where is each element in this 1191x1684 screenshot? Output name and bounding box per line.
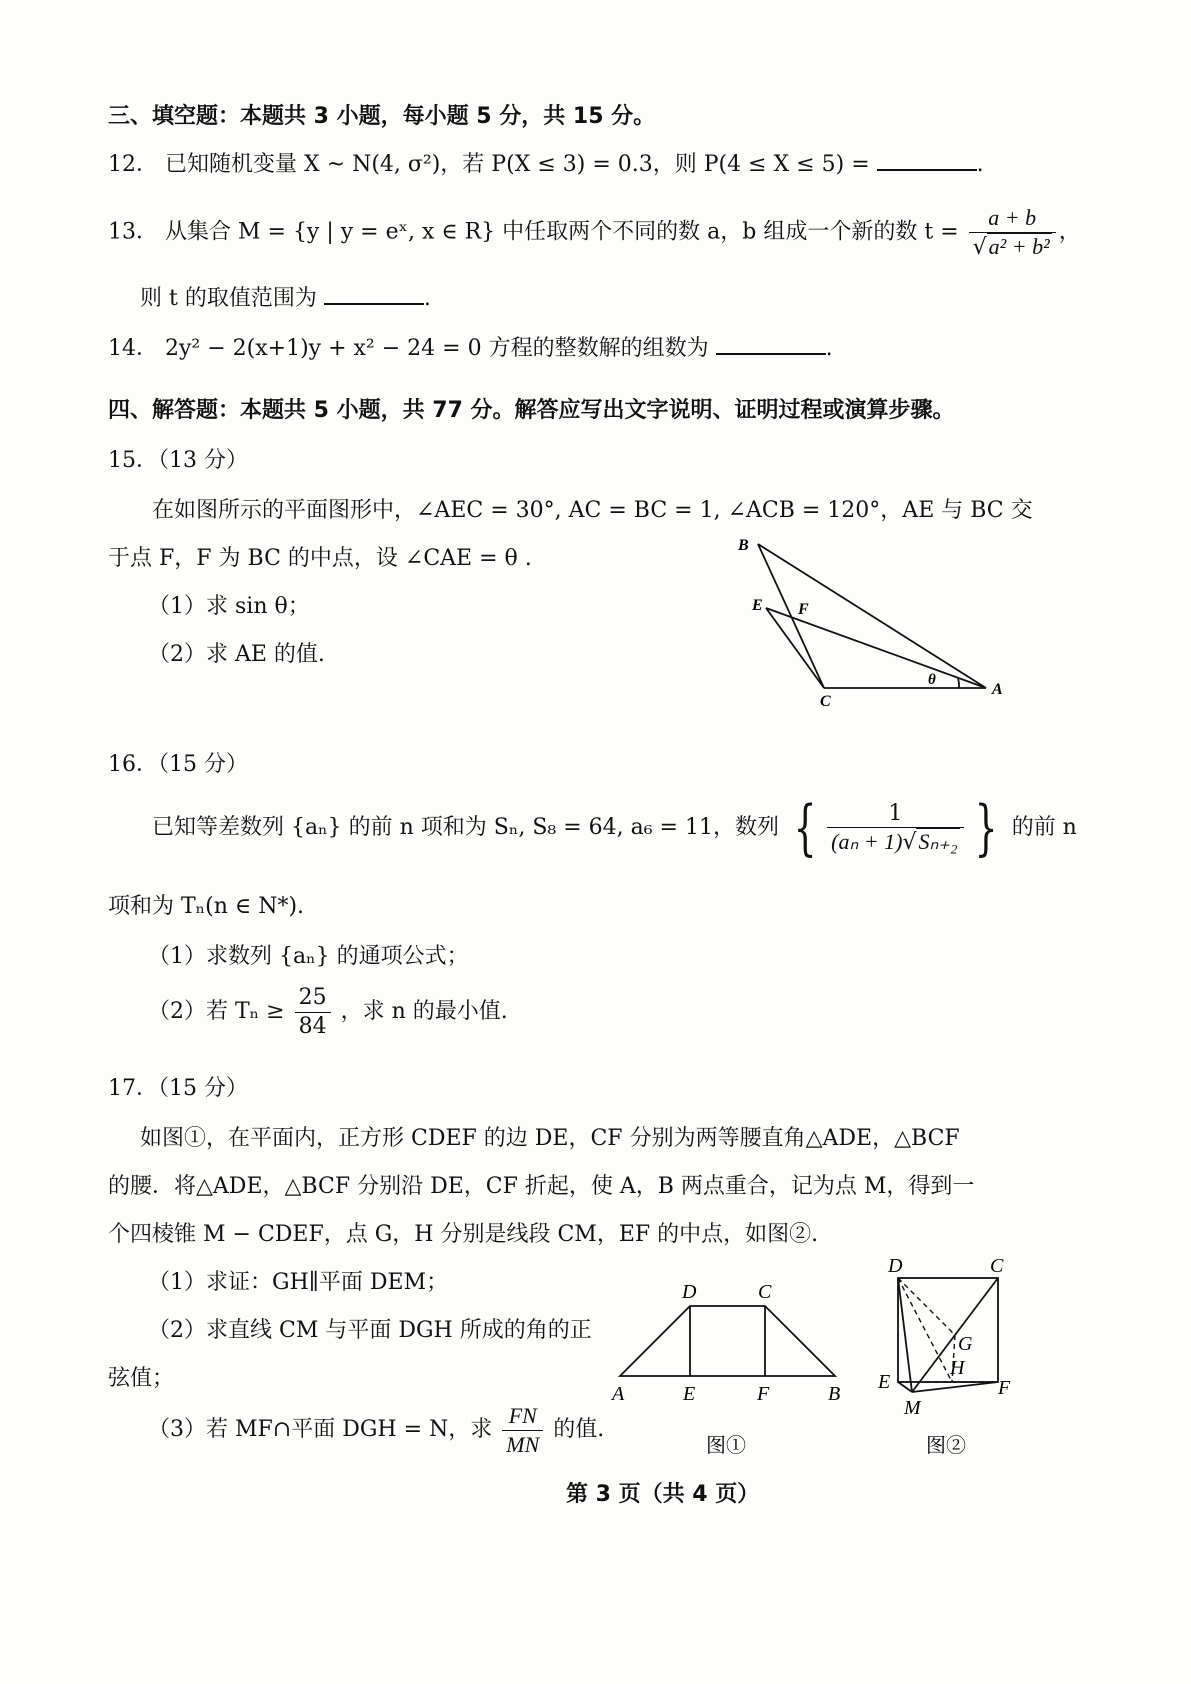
- q15-figure: [730, 530, 1020, 710]
- q14-number: 14．: [108, 336, 158, 361]
- label-F: F: [798, 601, 809, 618]
- q14-answer-blank: [716, 352, 826, 355]
- fig2-label-C: C: [990, 1255, 1004, 1277]
- fig1-label-A: A: [612, 1383, 625, 1405]
- line-BA: [758, 544, 986, 688]
- q16-fraction: $\frac{1}{\text{(aₙ + 1)√Sₙ₊₂}}$: [827, 800, 963, 857]
- dashed-DG: [898, 1278, 955, 1335]
- q17-part3b: 的值.: [553, 1417, 605, 1442]
- fig2-label-H: H: [950, 1357, 965, 1379]
- q17-part3-den: MN: [506, 1431, 540, 1457]
- q15-header: 15．（13 分）: [108, 448, 248, 473]
- fig2-caption: 图②: [926, 1433, 966, 1457]
- q16-frac-num: 1: [827, 800, 963, 829]
- label-E: E: [752, 597, 763, 614]
- q13-frac-den: a² + b²: [988, 233, 1050, 259]
- page-footer: 第 3 页（共 4 页）: [566, 1482, 760, 1507]
- q12-end: .: [976, 152, 984, 177]
- q16-line1b: 的前 n: [1011, 815, 1077, 840]
- section-4-title: 四、解答题：本题共 5 小题，共 77 分。解答应写出文字说明、证明过程或演算步骤。: [108, 398, 955, 423]
- q16-brace-right: }: [974, 793, 998, 863]
- q16-part2: [148, 984, 508, 1040]
- q16-line1a: 已知等差数列 {aₙ} 的前 n 项和为 Sₙ, S₈ = 64, a₆ = 11，数列: [152, 815, 779, 840]
- q17-part1: （1）求证：GH∥平面 DEM；: [148, 1270, 449, 1295]
- q17-line2: 的腰．将△ADE，△BCF 分别沿 DE，CF 折起，使 A，B 两点重合，记为点 M，得到一: [108, 1174, 975, 1199]
- fig1-label-C: C: [758, 1281, 772, 1303]
- q16-frac-den-a: (aₙ + 1): [831, 829, 903, 854]
- q16-line1: [152, 793, 1077, 863]
- question-14: [108, 336, 833, 362]
- fig1-label-B: B: [828, 1383, 841, 1405]
- question-13: [108, 204, 1081, 261]
- line-FM: [912, 1382, 998, 1392]
- trapezoid-ABCD: [620, 1306, 835, 1376]
- q17-part2b: 弦值；: [108, 1366, 175, 1391]
- q16-part1: （1）求数列 {aₙ} 的通项公式；: [148, 944, 469, 969]
- q16-part2-fraction: [295, 984, 331, 1040]
- question-12: [108, 152, 984, 178]
- label-A: A: [992, 681, 1003, 698]
- q17-part2a: （2）求直线 CM 与平面 DGH 所成的角的正: [148, 1318, 592, 1343]
- q12-number: 12．: [108, 152, 158, 177]
- q13-number: 13．: [108, 219, 158, 245]
- q17-part3-num: FN: [502, 1402, 543, 1431]
- q17-header: 17．（15 分）: [108, 1076, 248, 1101]
- q15-part1: （1）求 sin θ；: [148, 594, 310, 619]
- q16-brace-left: {: [793, 793, 817, 863]
- theta-arc: [958, 678, 959, 688]
- q17-part3-fraction: [502, 1402, 543, 1458]
- q17-figure-1: [600, 1276, 860, 1466]
- q13-answer-blank: [324, 302, 424, 305]
- fig2-label-F: F: [998, 1377, 1011, 1399]
- q17-part3a: （3）若 MF∩平面 DGH = N，求: [148, 1417, 493, 1442]
- q16-frac-den-b: Sₙ₊₂: [918, 829, 958, 854]
- q15-part2: （2）求 AE 的值.: [148, 642, 325, 667]
- q13-comma: ，: [1058, 219, 1081, 245]
- q16-part2a: （2）若 Tₙ ≥: [148, 999, 285, 1024]
- line-DM: [898, 1278, 912, 1392]
- q16-line2: 项和为 Tₙ(n ∈ N*).: [108, 894, 305, 919]
- dashed-DH: [898, 1278, 952, 1382]
- fig1-label-D: D: [682, 1281, 697, 1303]
- question-13-line2: [140, 286, 431, 312]
- line-EA: [766, 608, 986, 688]
- fig1-label-F: F: [757, 1383, 770, 1405]
- q13-text: 从集合 M = {y | y = eˣ, x ∈ R} 中任取两个不同的数 a，b 组成一个新的数 t =: [165, 219, 959, 245]
- fig2-label-M: M: [904, 1397, 921, 1419]
- q17-figure-2: [868, 1252, 1028, 1470]
- label-theta: θ: [928, 672, 936, 688]
- label-B: B: [738, 537, 749, 554]
- line-EC: [766, 608, 824, 688]
- line-EM: [898, 1382, 912, 1392]
- q13-fraction: $\frac{a + b}{\text{√a² + b²}}$: [969, 204, 1056, 261]
- q16-part2-den: 84: [298, 1013, 327, 1039]
- q13-frac-num: a + b: [969, 204, 1056, 233]
- fig1-label-E: E: [683, 1383, 696, 1405]
- q15-line2: 于点 F，F 为 BC 的中点，设 ∠CAE = θ .: [108, 546, 532, 571]
- q12-answer-blank: [877, 168, 977, 171]
- fig2-label-E: E: [878, 1371, 891, 1393]
- q17-line1: 如图①，在平面内，正方形 CDEF 的边 DE，CF 分别为两等腰直角△ADE，△BCF: [140, 1126, 960, 1151]
- q14-end: .: [825, 336, 833, 361]
- q17-part3: [148, 1402, 604, 1458]
- q17-line3: 个四棱锥 M − CDEF，点 G，H 分别是线段 CM，EF 的中点，如图②.: [108, 1222, 819, 1247]
- section-3-title: 三、填空题：本题共 3 小题，每小题 5 分，共 15 分。: [108, 104, 656, 129]
- q12-text: 已知随机变量 X ~ N(4, σ²)，若 P(X ≤ 3) = 0.3，则 P(4 ≤ X ≤ 5) =: [165, 152, 870, 177]
- q16-part2-num: 25: [295, 984, 331, 1013]
- q13-line2-text: 则 t 的取值范围为: [140, 286, 317, 311]
- q15-line1: 在如图所示的平面图形中，∠AEC = 30°, AC = BC = 1, ∠ACB = 120°，AE 与 BC 交: [152, 498, 1033, 523]
- q16-part2b: ，求 n 的最小值.: [340, 999, 508, 1024]
- q14-text: 2y² − 2(x+1)y + x² − 24 = 0 方程的整数解的组数为: [165, 336, 709, 361]
- fig2-label-D: D: [888, 1255, 903, 1277]
- label-C: C: [820, 693, 831, 710]
- fig2-label-G: G: [958, 1333, 973, 1355]
- q13-end: .: [423, 286, 431, 311]
- fig1-caption: 图①: [706, 1433, 746, 1457]
- q16-header: 16．（15 分）: [108, 752, 248, 777]
